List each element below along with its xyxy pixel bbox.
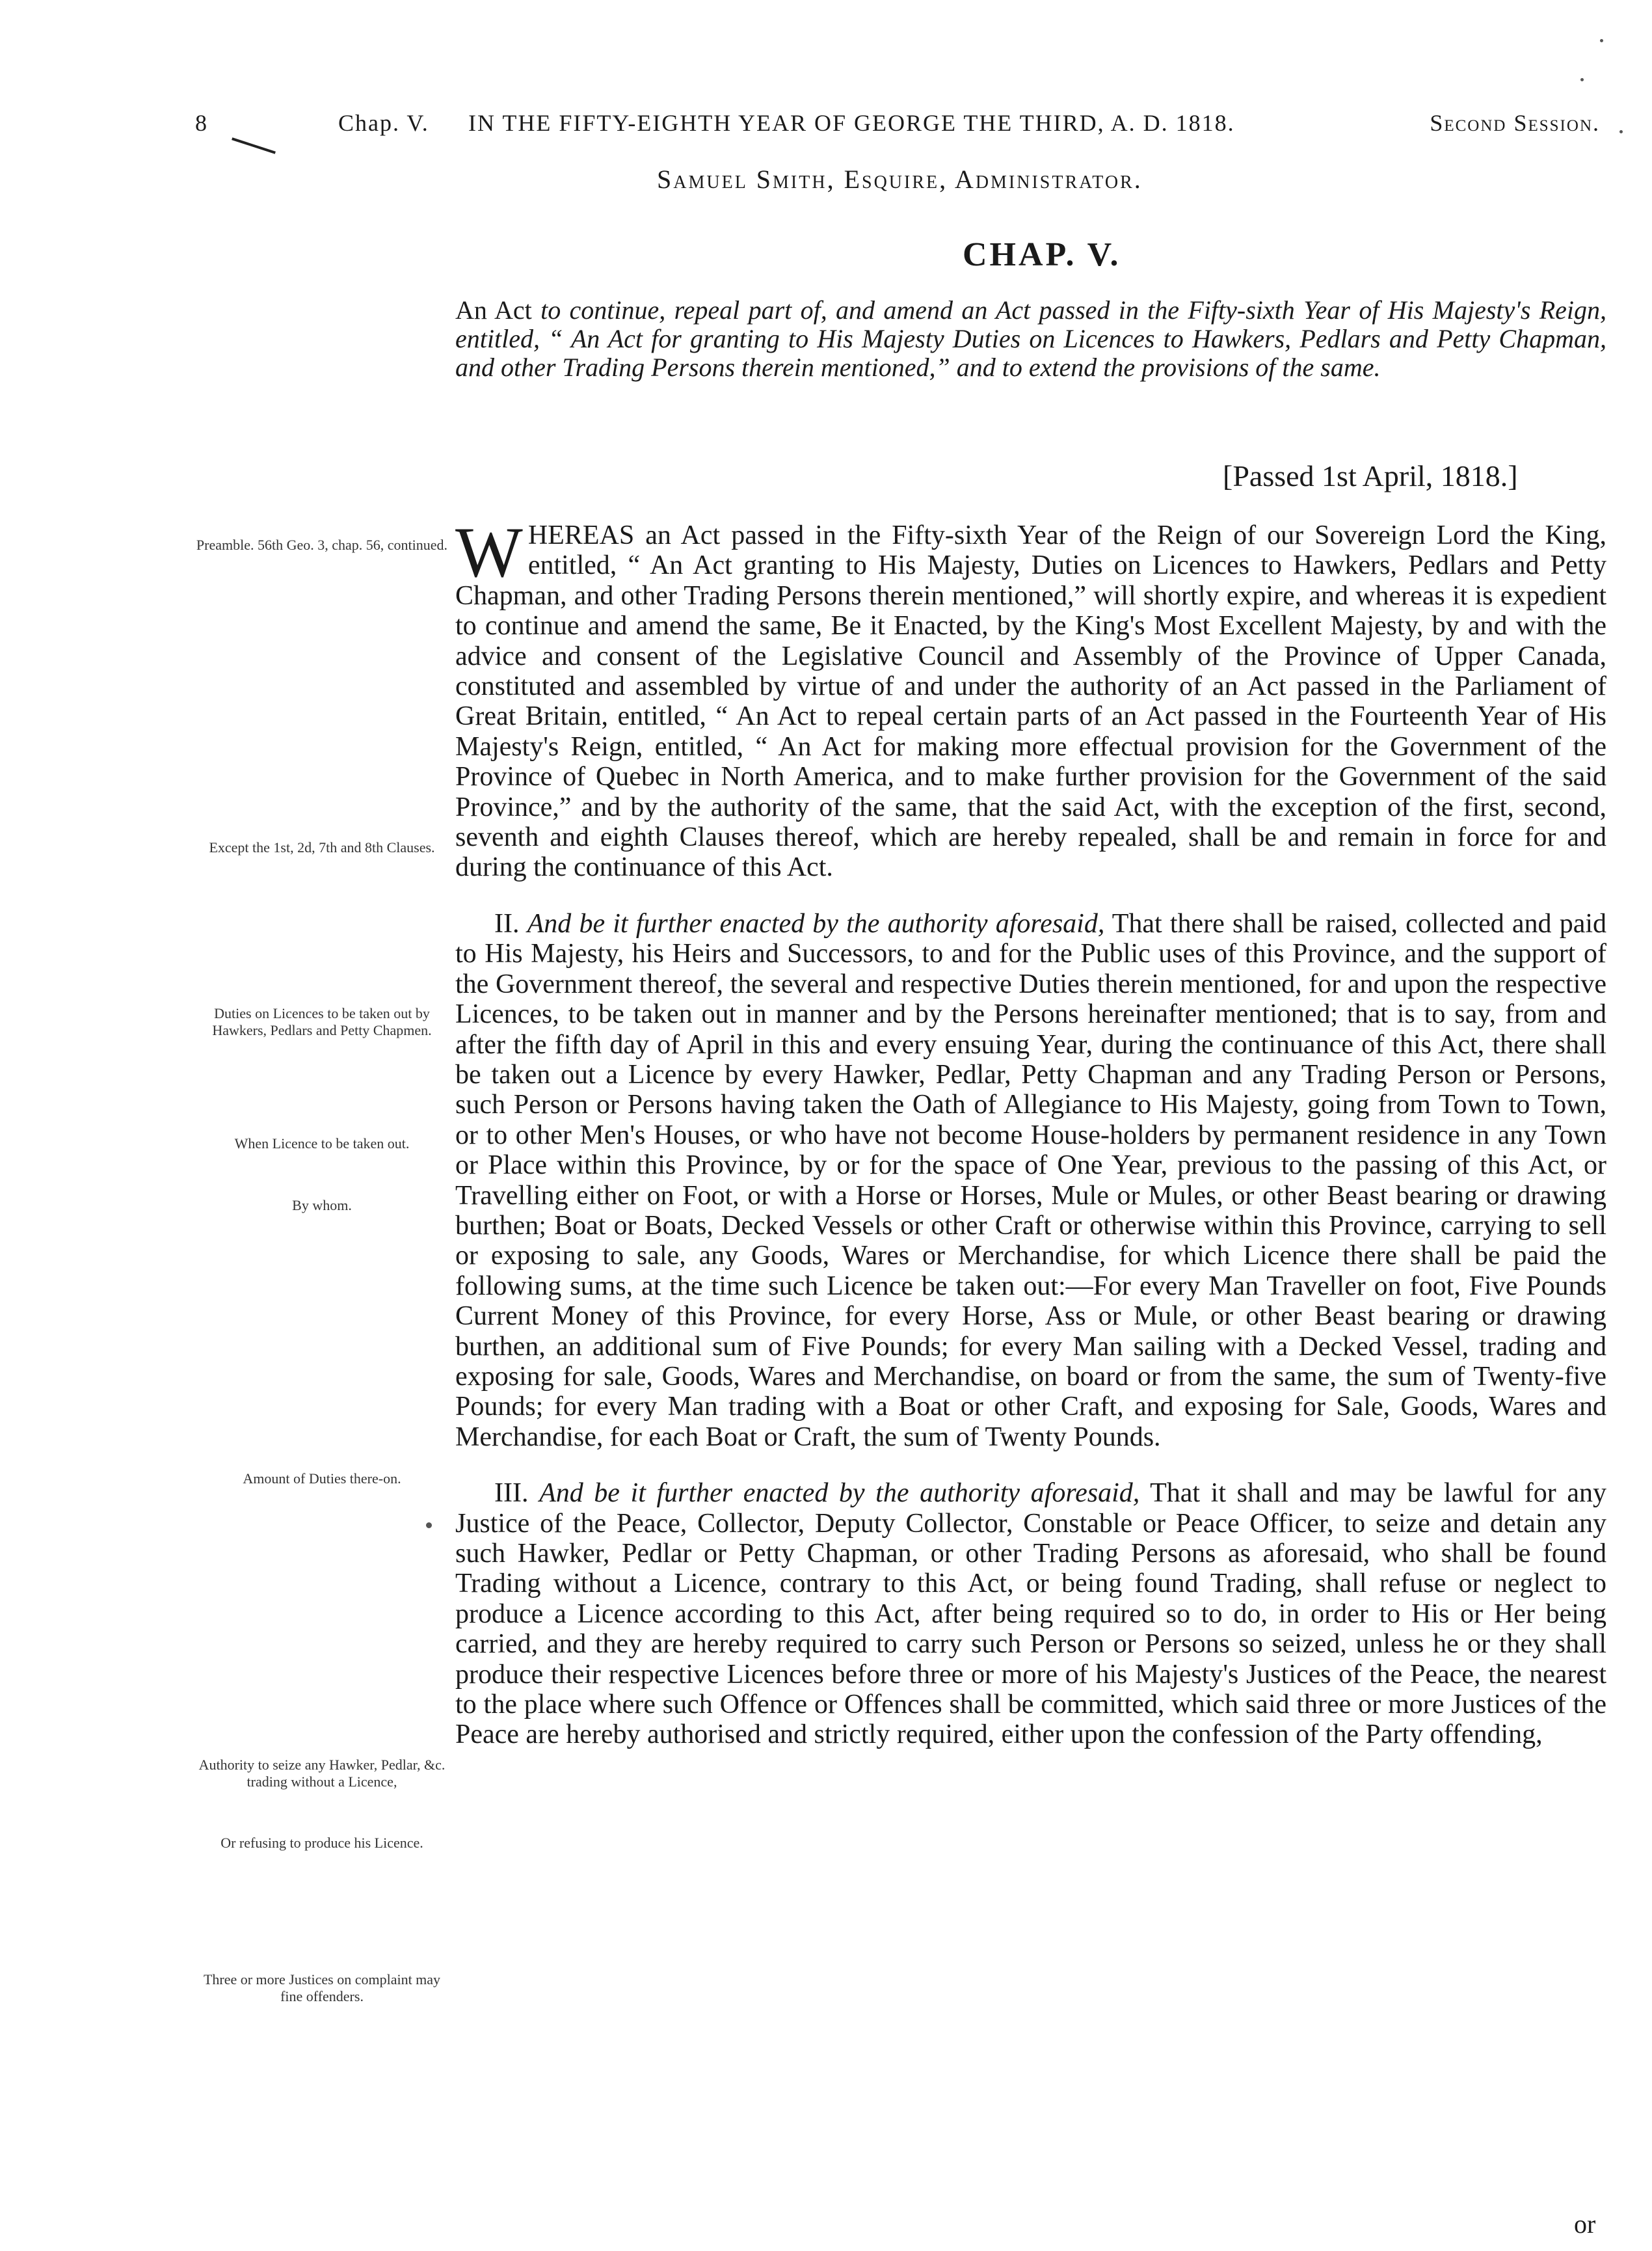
page-number: 8 bbox=[195, 110, 208, 136]
administrator-line: Samuel Smith, Esquire, Administrator. bbox=[657, 165, 1143, 194]
running-head bbox=[195, 109, 1626, 148]
margin-note-justices: Three or more Justices on complaint may fine offenders. bbox=[203, 1971, 441, 2004]
margin-note-duties: Duties on Licences to be taken out by Hawkers, Pedlars and Petty Chapmen. bbox=[212, 1005, 432, 1038]
section-2-enacting-clause: And be it further enacted by the authority aforesaid, bbox=[527, 908, 1105, 939]
section-2-number: II. bbox=[494, 908, 520, 939]
act-body bbox=[455, 513, 1607, 1750]
act-title bbox=[455, 296, 1606, 382]
margin-note-preamble: Preamble. 56th Geo. 3, chap. 56, continued. bbox=[196, 537, 448, 553]
section-3-number: III. bbox=[494, 1478, 529, 1509]
running-head-title: IN THE FIFTY-EIGHTH YEAR OF GEORGE THE THIRD, A. D. 1818. bbox=[468, 110, 1235, 136]
scan-speck bbox=[426, 1522, 432, 1528]
margin-note-authority: Authority to seize any Hawker, Pedlar, &c. trading without a Licence, bbox=[198, 1757, 446, 1790]
section-2 bbox=[455, 909, 1606, 1452]
margin-note-refusing: Or refusing to produce his Licence. bbox=[220, 1835, 423, 1851]
section-1-text: HEREAS an Act passed in the Fifty-sixth Year of the Reign of our Sovereign Lord the King, entitled, “ An Act granting to His Majesty, Duties on Licences to Hawkers, Pedlars and Petty Chapman, and other Trading Persons therein mentioned,” will shortly expire, and whereas it is expedient to continue and amend the same, Be it Enacted, by the King's Most Excellent Majesty, by and with the advice and consent of the Legislative Council and Assembly of the Province of Upper Canada, constituted and assembled by virtue of and under the authority of an Act passed in the Parliament of Great Britain, entitled, “ An Act to repeal certain parts of an Act passed in the Fourteenth Year of His Majesty's Reign, entitled, “ An Act for making more effectual provision for the Government of the Province of Quebec in North America, and to make further provision for the Government of the said Province,” and by the authority of the same, that the said Act, with the exception of the first, second, seventh and eighth Clauses thereof, which are hereby repealed, shall be and remain in force for and during the continuance of this Act. bbox=[455, 520, 1606, 883]
section-3-text: That it shall and may be lawful for any Justice of the Peace, Collector, Deputy Collector, Constable or Peace Officer, to seize and detain any such Hawker, Pedlar or Petty Chapman, or other Trading Persons as aforesaid, who shall be found Trading without a Licence, contrary to this Act, or being found Trading, shall refuse or neglect to produce a Licence according to this Act, after being required so to do, in order to His or Her being carried, and they are hereby required to carry such Person or Persons so seized, unless he or they shall produce their respective Licences before three or more of his Majesty's Justices of the Peace, the nearest to the place where such Offence or Offences shall be committed, which said three or more Justices of the Peace are hereby authorised and strictly required, either upon the confession of the Party offending, bbox=[455, 1478, 1606, 1750]
act-title-lead: An Act bbox=[455, 295, 532, 325]
margin-note-amount: Amount of Duties there-on. bbox=[243, 1470, 401, 1487]
margin-note-when: When Licence to be taken out. bbox=[234, 1135, 410, 1152]
scan-speck bbox=[1619, 130, 1623, 133]
passed-date: [Passed 1st April, 1818.] bbox=[1223, 459, 1518, 492]
running-head-session: Second Session. bbox=[1430, 110, 1600, 136]
running-head-chapter: Chap. V. bbox=[338, 110, 429, 136]
scan-speck bbox=[1600, 39, 1603, 42]
scan-speck bbox=[1580, 78, 1584, 81]
chapter-title: CHAP. V. bbox=[963, 236, 1121, 273]
act-title-text: to continue, repeal part of, and amend an Act passed in the Fifty-sixth Year of His Majesty's Reign, entitled, “ An Act for granting to His Majesty Duties on Licences to Hawkers, Pedlars and Petty Chapman, and other Trading Persons therein mentioned,” and to extend the provisions of the same. bbox=[455, 295, 1607, 382]
section-2-text: That there shall be raised, collected and paid to His Majesty, his Heirs and Successors, to and for the Public uses of this Province, and the support of the Government thereof, the several and respective Duties therein mentioned, for and upon the respective Licences, to be taken out in manner and by the Persons hereinafter mentioned; that is to say, from and after the fifth day of April in this and every ensuing Year, during the continuance of this Act, there shall be taken out a Licence by every Hawker, Pedlar, Petty Chapman and any Trading Person or Persons, such Person or Persons having taken the Oath of Allegiance to His Majesty, going from Town to Town, or to other Men's Houses, or who have not become House-holders by permanent residence in any Town or Place within this Province, by or for the space of One Year, previous to the passing of this Act, or Travelling either on Foot, or with a Horse or Horses, Mule or Mules, or other Beast bearing or drawing burthen; Boat or Boats, Decked Vessels or other Craft or otherwise within this Province, carrying to sell or exposing to sale, any Goods, Wares or Merchandise, for which Licence there shall be paid the following sums, at the time such Licence be taken out:—For every Man Traveller on foot, Five Pounds Current Money of this Province, for every Horse, Ass or Mule, or other Beast bearing or drawing burthen, an additional sum of Five Pounds; for every Man sailing with a Decked Vessel, trading and exposing for sale, Goods, Wares and Merchandise, on board or from the same, the sum of Twenty-five Pounds; for every Man trading with a Boat or other Craft, and exposing for Sale, Goods, Wares and Merchandise, for each Boat or Craft, the sum of Twenty Pounds. bbox=[455, 908, 1607, 1452]
section-3 bbox=[455, 1478, 1606, 1750]
margin-note-by-whom: By whom. bbox=[292, 1197, 352, 1213]
margin-note-except: Except the 1st, 2d, 7th and 8th Clauses. bbox=[209, 839, 435, 856]
drop-cap: W bbox=[455, 513, 523, 592]
catchword: or bbox=[1574, 2209, 1596, 2239]
section-3-enacting-clause: And be it further enacted by the authority aforesaid, bbox=[539, 1478, 1140, 1509]
section-1 bbox=[455, 513, 1606, 883]
